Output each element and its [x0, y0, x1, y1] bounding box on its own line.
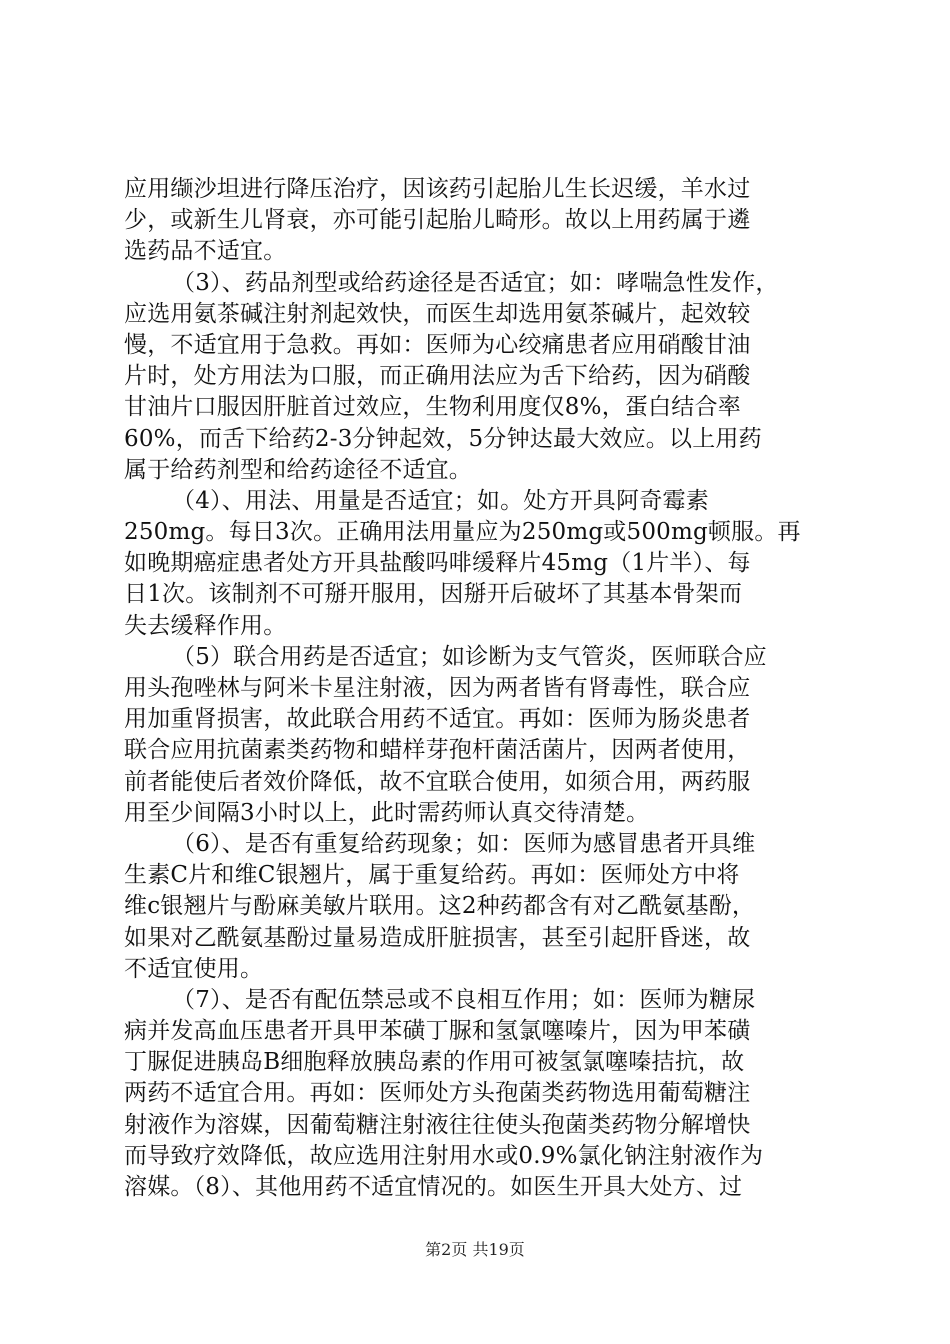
text-line: 250mg。每日3次。正确用法用量应为250mg或500mg顿服。再 — [124, 519, 801, 546]
text-line: 如晚期癌症患者处方开具盐酸吗啡缓释片45mg（1片半）、每 — [124, 550, 751, 577]
text-line: 属于给药剂型和给药途径不适宜。 — [124, 456, 472, 483]
text-line: 生素C片和维C银翘片，属于重复给药。再如：医师处方中将 — [124, 862, 740, 889]
paragraph-first-line: （7）、是否有配伍禁忌或不良相互作用；如：医师为糖尿 — [172, 986, 756, 1013]
text-line: 甘油片口服因肝脏首过效应，生物利用度仅8%，蛋白结合率 — [124, 394, 741, 421]
paragraph-first-line: （5）联合用药是否适宜；如诊断为支气管炎，医师联合应 — [172, 643, 767, 670]
paragraph-first-line: （6）、是否有重复给药现象；如：医师为感冒患者开具维 — [172, 830, 756, 857]
text-line: 60%，而舌下给药2-3分钟起效，5分钟达最大效应。以上用药 — [124, 425, 762, 452]
text-line: 病并发高血压患者开具甲苯磺丁脲和氢氯噻嗪片，因为甲苯磺 — [124, 1018, 751, 1045]
text-line: 射液作为溶媒，因葡萄糖注射液往往使头孢菌类药物分解增快 — [124, 1111, 751, 1138]
text-line: 应选用氨茶碱注射剂起效快，而医生却选用氨茶碱片，起效较 — [124, 300, 751, 327]
text-line: 前者能使后者效价降低，故不宜联合使用，如须合用，两药服 — [124, 768, 751, 795]
page-footer: 第2页 共19页 — [425, 1240, 525, 1259]
text-line: 两药不适宜合用。再如：医师处方头孢菌类药物选用葡萄糖注 — [124, 1080, 751, 1107]
text-line: 慢，不适宜用于急救。再如：医师为心绞痛患者应用硝酸甘油 — [124, 331, 751, 358]
text-line: 不适宜使用。 — [124, 955, 264, 982]
text-line: 日1次。该制剂不可掰开服用，因掰开后破坏了其基本骨架而 — [124, 581, 743, 608]
text-line: 失去缓释作用。 — [124, 612, 287, 639]
paragraph-first-line: （4）、用法、用量是否适宜；如。处方开具阿奇霉素 — [172, 487, 709, 514]
document-body — [124, 174, 840, 1203]
text-line: 用加重肾损害，故此联合用药不适宜。再如：医师为肠炎患者 — [124, 706, 751, 733]
text-line: 少，或新生儿肾衰，亦可能引起胎儿畸形。故以上用药属于遴 — [124, 207, 751, 234]
text-line: 片时，处方用法为口服，而正确用法应为舌下给药，因为硝酸 — [124, 363, 751, 390]
text-line: 而导致疗效降低，故应选用注射用水或0.9%氯化钠注射液作为 — [124, 1142, 764, 1169]
text-line: 选药品不适宜。 — [124, 238, 287, 265]
text-line: 应用缬沙坦进行降压治疗，因该药引起胎儿生长迟缓，羊水过 — [124, 176, 751, 202]
paragraph-first-line: （3）、药品剂型或给药途径是否适宜；如：哮喘急性发作， — [172, 269, 779, 296]
text-line: 丁脲促进胰岛B细胞释放胰岛素的作用可被氢氯噻嗪拮抗，故 — [124, 1049, 745, 1076]
text-line: 溶媒。（8）、其他用药不适宜情况的。如医生开具大处方、过 — [124, 1174, 743, 1200]
text-line: 维c银翘片与酚麻美敏片联用。这2种药都含有对乙酰氨基酚， — [124, 893, 756, 920]
text-line: 联合应用抗菌素类药物和蜡样芽孢杆菌活菌片，因两者使用， — [124, 737, 751, 764]
text-line: 用头孢唑林与阿米卡星注射液，因为两者皆有肾毒性，联合应 — [124, 675, 751, 701]
text-line: 如果对乙酰氨基酚过量易造成肝脏损害，甚至引起肝昏迷，故 — [124, 924, 751, 951]
text-line: 用至少间隔3小时以上，此时需药师认真交待清楚。 — [124, 799, 650, 826]
